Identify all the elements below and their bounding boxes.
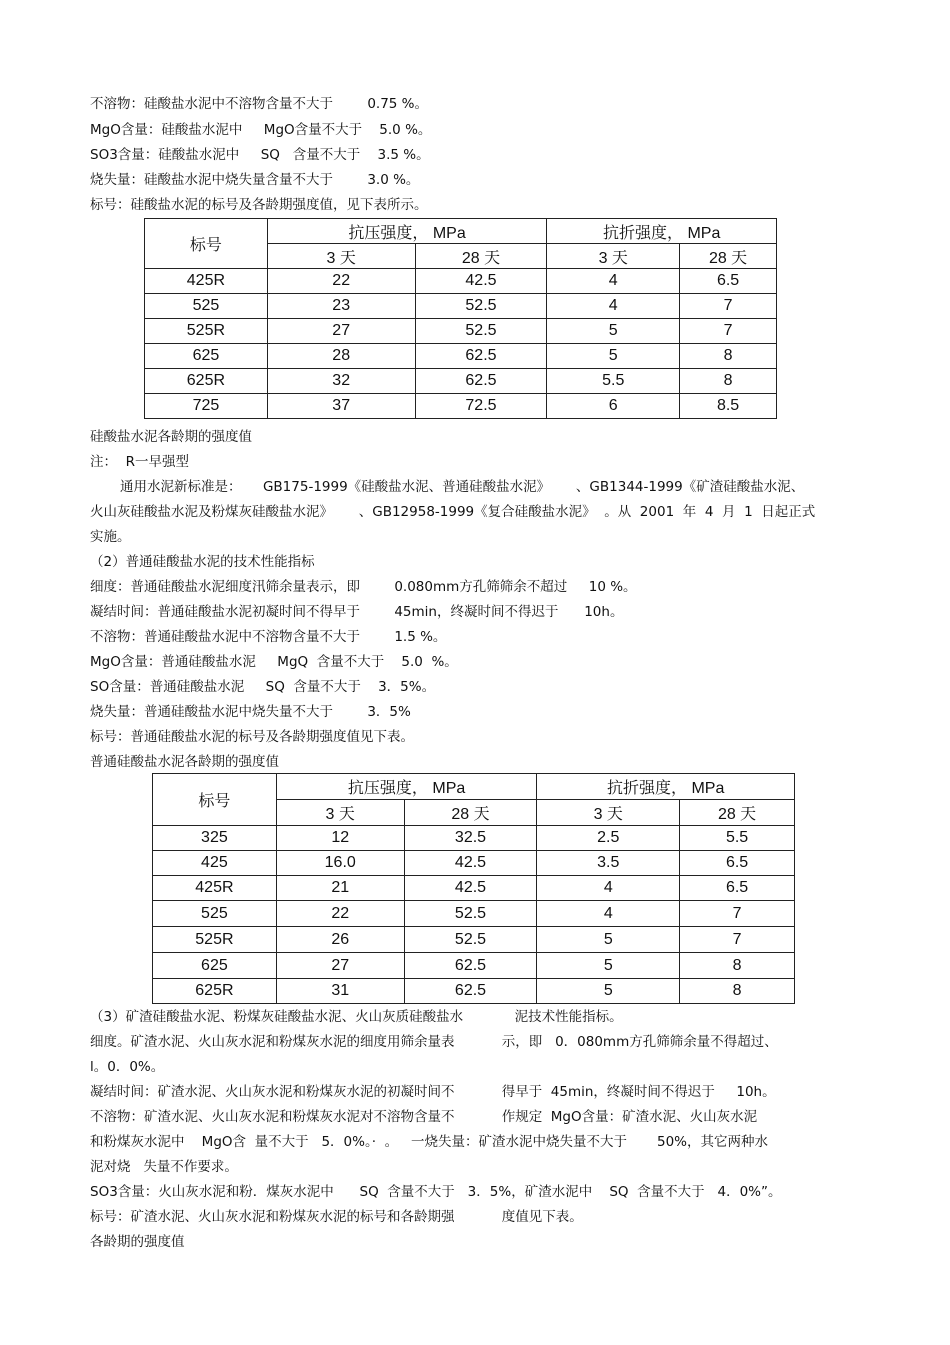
cell: 28	[267, 344, 415, 369]
cell: 16.0	[276, 851, 404, 876]
table-row	[153, 979, 795, 1004]
cell: 5	[537, 979, 680, 1004]
table-row	[145, 344, 777, 369]
cell: 7	[680, 901, 795, 927]
cell: 52.5	[404, 927, 537, 953]
cell: 4	[547, 294, 680, 319]
cell: 62.5	[404, 979, 537, 1004]
table-row	[145, 294, 777, 319]
strength-table-2	[152, 773, 795, 1004]
header-flexural: 抗折强度， MPa	[537, 774, 795, 800]
text-line: l。0．0%。	[90, 1059, 165, 1075]
text-line: 不溶物：硅酸盐水泥中不溶物含量不大于 0.75 %。	[90, 96, 429, 112]
cell: 42.5	[415, 269, 547, 294]
text-line: 标号：矿渣水泥、火山灰水泥和粉煤灰水泥的标号和各龄期强 度值见下表。	[90, 1209, 583, 1225]
cell: 62.5	[415, 369, 547, 394]
cell: 23	[267, 294, 415, 319]
subheader: 3 天	[276, 800, 404, 826]
text-line: 凝结时间：矿渣水泥、火山灰水泥和粉煤灰水泥的初凝时间不 得早于 45min，终凝时间不得迟于 10h。	[90, 1084, 776, 1100]
cell: 425R	[153, 876, 277, 901]
cell: 52.5	[415, 319, 547, 344]
text-line: 火山灰硅酸盐水泥及粉煤灰硅酸盐水泥》 、GB12958-1999《复合硅酸盐水泥》 。从 2001 年 4 月 1 日起正式	[90, 504, 816, 520]
cell: 625R	[153, 979, 277, 1004]
header-grade: 标号	[153, 774, 277, 826]
cell: 7	[680, 927, 795, 953]
text-line: 凝结时间：普通硅酸盐水泥初凝时间不得早于 45min，终凝时间不得迟于 10h。	[90, 604, 624, 620]
cell: 8	[680, 953, 795, 979]
cell: 525R	[153, 927, 277, 953]
cell: 21	[276, 876, 404, 901]
text-line: 标号：硅酸盐水泥的标号及各龄期强度值，见下表所示。	[90, 197, 428, 213]
table-row	[153, 927, 795, 953]
note-line: 注： R一早强型	[90, 454, 189, 470]
header-grade: 标号	[145, 219, 268, 269]
cell: 325	[153, 826, 277, 851]
section-heading: （3）矿渣硅酸盐水泥、粉煤灰硅酸盐水泥、火山灰质硅酸盐水 泥技术性能指标。	[90, 1009, 623, 1025]
cell: 5	[547, 344, 680, 369]
cell: 32.5	[404, 826, 537, 851]
cell: 5.5	[547, 369, 680, 394]
cell: 525	[153, 901, 277, 927]
text-line: 实施。	[90, 529, 131, 545]
table-row	[145, 269, 777, 294]
cell: 5	[537, 927, 680, 953]
table-row	[153, 901, 795, 927]
table-row	[145, 319, 777, 344]
cell: 2.5	[537, 826, 680, 851]
cell: 22	[276, 901, 404, 927]
text-line: 烧失量：硅酸盐水泥中烧失量含量不大于 3.0 %。	[90, 172, 420, 188]
cell: 8	[680, 344, 777, 369]
table-caption: 普通硅酸盐水泥各龄期的强度值	[90, 754, 279, 770]
table-row	[145, 369, 777, 394]
cell: 6.5	[680, 876, 795, 901]
cell: 37	[267, 394, 415, 419]
cell: 4	[537, 901, 680, 927]
header-flexural: 抗折强度， MPa	[547, 219, 777, 244]
subheader: 28 天	[415, 244, 547, 269]
table-row	[153, 826, 795, 851]
table-row	[145, 394, 777, 419]
cell: 32	[267, 369, 415, 394]
table-row	[153, 876, 795, 901]
subheader: 3 天	[547, 244, 680, 269]
cell: 4	[537, 876, 680, 901]
cell: 625	[153, 953, 277, 979]
cell: 5	[547, 319, 680, 344]
cell: 425	[153, 851, 277, 876]
cell: 625	[145, 344, 268, 369]
cell: 52.5	[415, 294, 547, 319]
subheader: 3 天	[537, 800, 680, 826]
cell: 525R	[145, 319, 268, 344]
cell: 22	[267, 269, 415, 294]
cell: 8.5	[680, 394, 777, 419]
cell: 5	[537, 953, 680, 979]
cell: 31	[276, 979, 404, 1004]
cell: 6	[547, 394, 680, 419]
text-line: SO含量：普通硅酸盐水泥 SQ 含量不大于 3．5%。	[90, 679, 436, 695]
table-row	[153, 851, 795, 876]
text-line: 烧失量：普通硅酸盐水泥中烧失量不大于 3．5%	[90, 704, 411, 720]
cell: 52.5	[404, 901, 537, 927]
cell: 625R	[145, 369, 268, 394]
cell: 62.5	[415, 344, 547, 369]
cell: 3.5	[537, 851, 680, 876]
text-line: MgO含量：硅酸盐水泥中 MgO含量不大于 5.0 %。	[90, 122, 432, 138]
cell: 72.5	[415, 394, 547, 419]
header-compressive: 抗压强度， MPa	[276, 774, 537, 800]
text-line: SO3含量：硅酸盐水泥中 SQ 含量不大于 3.5 %。	[90, 147, 430, 163]
cell: 5.5	[680, 826, 795, 851]
table-caption: 各龄期的强度值	[90, 1234, 185, 1250]
strength-table-1	[144, 218, 777, 419]
cell: 42.5	[404, 876, 537, 901]
section-heading: （2）普通硅酸盐水泥的技术性能指标	[90, 554, 315, 570]
cell: 26	[276, 927, 404, 953]
cell: 6.5	[680, 269, 777, 294]
text-line: 细度：普通硅酸盐水泥细度汛筛余量表示，即 0.080mm方孔筛筛余不超过 10 %。	[90, 579, 637, 595]
cell: 7	[680, 319, 777, 344]
cell: 62.5	[404, 953, 537, 979]
cell: 8	[680, 979, 795, 1004]
cell: 525	[145, 294, 268, 319]
cell: 6.5	[680, 851, 795, 876]
subheader: 28 天	[404, 800, 537, 826]
cell: 42.5	[404, 851, 537, 876]
text-line: SO3含量：火山灰水泥和粉．煤灰水泥中 SQ 含量不大于 3．5%，矿渣水泥中 SQ 含量不大于 4．0%”。	[90, 1184, 782, 1200]
text-line: 不溶物：矿渣水泥、火山灰水泥和粉煤灰水泥对不溶物含量不 作规定 MgO含量：矿渣水泥、火山灰水泥	[90, 1109, 758, 1125]
text-line: 泥对烧 失量不作要求。	[90, 1159, 238, 1175]
cell: 27	[276, 953, 404, 979]
cell: 425R	[145, 269, 268, 294]
cell: 7	[680, 294, 777, 319]
text-line: 通用水泥新标准是： GB175-1999《硅酸盐水泥、普通硅酸盐水泥》 、GB1344-1999《矿渣硅酸盐水泥、	[120, 479, 805, 495]
text-line: 和粉煤灰水泥中 MgO含 量不大于 5．0%。· 。 一烧失量：矿渣水泥中烧失量不大于 50%，其它两种水	[90, 1134, 769, 1150]
cell: 8	[680, 369, 777, 394]
cell: 4	[547, 269, 680, 294]
header-compressive: 抗压强度， MPa	[267, 219, 547, 244]
table-row	[153, 953, 795, 979]
table-caption: 硅酸盐水泥各龄期的强度值	[90, 429, 252, 445]
text-line: 细度。矿渣水泥、火山灰水泥和粉煤灰水泥的细度用筛余量表 示，即 0．080mm方孔筛筛余量不得超过、	[90, 1034, 778, 1050]
cell: 27	[267, 319, 415, 344]
subheader: 28 天	[680, 800, 795, 826]
text-line: 不溶物：普通硅酸盐水泥中不溶物含量不大于 1.5 %。	[90, 629, 447, 645]
text-line: 标号：普通硅酸盐水泥的标号及各龄期强度值见下表。	[90, 729, 414, 745]
text-line: MgO含量：普通硅酸盐水泥 MgQ 含量不大于 5.0 %。	[90, 654, 458, 670]
subheader: 3 天	[267, 244, 415, 269]
cell: 12	[276, 826, 404, 851]
subheader: 28 天	[680, 244, 777, 269]
cell: 725	[145, 394, 268, 419]
